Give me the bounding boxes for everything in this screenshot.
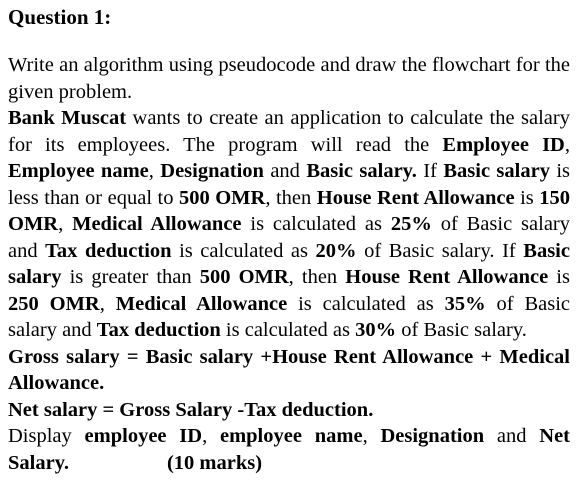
display-text: ,: [202, 425, 220, 447]
marks-label: (10 marks): [166, 451, 263, 474]
field-basic-salary: Basic salary.: [306, 160, 417, 182]
problem-text: is calculated as: [241, 213, 391, 235]
threshold-value: 500 OMR: [199, 266, 289, 288]
intro-paragraph: [8, 52, 570, 105]
problem-text: , then: [288, 266, 346, 288]
problem-text: is less than or equal to: [8, 160, 571, 209]
basic-salary-term: Basic salary: [8, 239, 570, 288]
house-rent-allowance-term: House Rent Allowance: [345, 266, 549, 288]
tax-deduction-term: Tax deduction: [45, 239, 172, 262]
display-net-salary: Net Salary.: [8, 425, 571, 474]
display-text: and: [484, 425, 540, 447]
display-text: ,: [362, 425, 381, 447]
basic-salary-term: Basic salary: [443, 160, 550, 182]
display-employee-id: employee ID: [84, 425, 203, 447]
problem-text: ,: [99, 292, 116, 315]
display-designation: Designation: [380, 425, 485, 447]
medical-allowance-term: Medical Allowance: [72, 213, 242, 235]
problem-text: ,: [58, 213, 73, 235]
percentage-value: 20%: [315, 239, 357, 262]
problem-text: and: [263, 160, 307, 182]
problem-text: is: [548, 266, 570, 288]
field-employee-id: Employee ID: [442, 133, 565, 156]
net-salary-formula: [8, 397, 570, 424]
problem-text: of Basic salary.: [396, 319, 527, 341]
gross-salary-formula: [8, 344, 570, 397]
problem-text: is calculated as: [220, 319, 356, 341]
problem-text: is greater than: [61, 266, 200, 288]
problem-text: of Basic salary and: [8, 213, 570, 262]
field-employee-name: Employee name: [8, 160, 149, 182]
medical-allowance-term: Medical Allowance: [115, 292, 288, 315]
problem-text: If: [416, 160, 444, 182]
percentage-value: 25%: [390, 213, 432, 235]
problem-text: ,: [564, 133, 570, 156]
allowance-value: 250 OMR: [8, 292, 100, 315]
problem-text: of Basic salary. If: [356, 239, 524, 262]
display-employee-name: employee name: [219, 425, 363, 447]
problem-text: of Basic salary and: [8, 292, 571, 341]
display-text: Display: [8, 425, 85, 447]
gross-formula-text: Gross salary = Basic salary +House Rent Allowance + Medical Allowance.: [8, 345, 570, 394]
net-formula-text: Net salary = Gross Salary -Tax deduction.: [8, 398, 374, 421]
intro-text: Write an algorithm using pseudocode and draw the flowchart for the given problem.: [8, 54, 570, 103]
percentage-value: 30%: [355, 319, 397, 341]
question-heading: Question 1:: [8, 5, 112, 29]
allowance-value: 150 OMR: [8, 186, 570, 235]
problem-text: is calculated as: [287, 292, 445, 315]
percentage-value: 35%: [444, 292, 486, 315]
field-designation: Designation: [160, 160, 264, 182]
house-rent-allowance-term: House Rent Allowance: [316, 186, 515, 209]
problem-text: is calculated as: [171, 239, 316, 262]
bank-name: Bank Muscat: [8, 107, 127, 129]
display-paragraph: [8, 423, 570, 476]
question-body: [8, 52, 570, 476]
problem-paragraph: [8, 105, 570, 344]
threshold-value: 500 OMR: [178, 186, 266, 209]
problem-text: wants to create an application to calculate the salary for its employees. The program will read the: [8, 107, 570, 156]
tax-deduction-term: Tax deduction: [96, 319, 221, 341]
problem-text: is: [514, 186, 540, 209]
problem-text: ,: [148, 160, 161, 182]
problem-text: , then: [265, 186, 317, 209]
